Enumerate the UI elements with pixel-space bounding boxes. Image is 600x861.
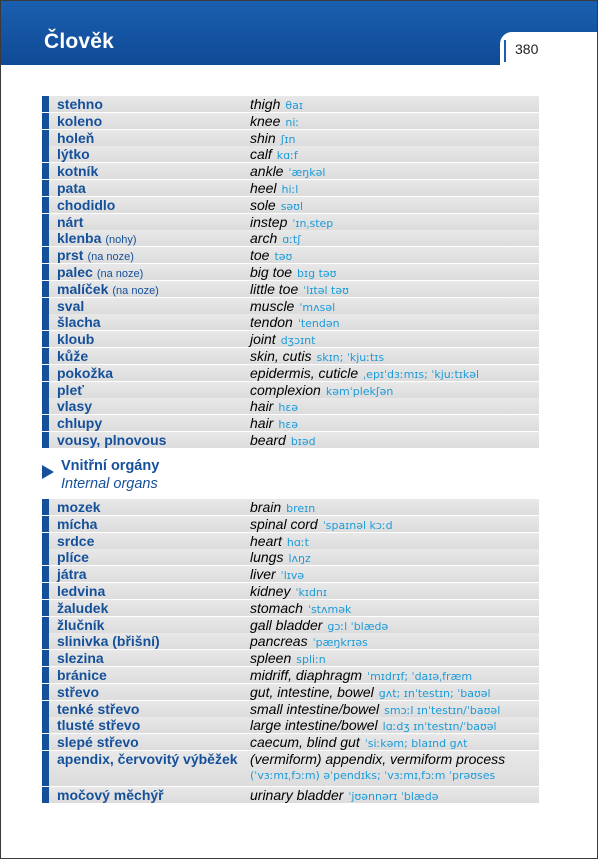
pronunciation: ˈspaɪnəl kɔːd (322, 518, 393, 532)
vocab-row (42, 146, 539, 162)
english-term: muscle ˈmʌsəl (250, 297, 336, 314)
pronunciation: ˈstʌmək (307, 602, 352, 616)
vocab-row (42, 684, 539, 700)
english-term: lungs lʌŋz (250, 549, 311, 566)
row-marker (42, 398, 49, 414)
vocab-row (42, 516, 539, 532)
vocab-row (42, 197, 539, 213)
row-marker (42, 230, 49, 246)
row-marker (42, 734, 49, 750)
pronunciation: breɪn (286, 502, 316, 515)
czech-term: malíček (na noze) (57, 280, 159, 297)
czech-term: šlacha (57, 314, 101, 331)
czech-term: plíce (57, 549, 89, 566)
czech-note: (na noze) (112, 284, 159, 297)
czech-term: žaludek (57, 599, 109, 616)
vocab-row (42, 264, 539, 280)
pronunciation: ˌepɪˈdɜːmɪs; ˈkjuːtɪkəl (363, 367, 480, 381)
vocab-row (42, 600, 539, 616)
vocab-row (42, 617, 539, 633)
czech-term: slinivka (břišní) (57, 633, 160, 650)
pronunciation: θaɪ (285, 99, 303, 112)
vocab-row (42, 633, 539, 649)
row-marker (42, 314, 49, 330)
czech-term: chodidlo (57, 196, 116, 213)
pronunciation: ˈtendən (297, 317, 340, 331)
czech-term: kůže (57, 347, 89, 364)
row-marker (42, 331, 49, 347)
english-term: instep ˈɪnˌstep (250, 213, 334, 230)
pronunciation: səʊl (280, 199, 304, 213)
pronunciation: ɑːtʃ (282, 233, 301, 247)
vocab-row (42, 130, 539, 146)
czech-term: pokožka (57, 364, 114, 381)
pronunciation: bɪəd (290, 434, 316, 448)
czech-term: mozek (57, 499, 101, 515)
pronunciation: hɛə (278, 401, 299, 415)
row-marker (42, 684, 49, 700)
czech-note: (na noze) (96, 267, 144, 280)
pronunciation: (ˈvɜːmɪˌfɔːm) əˈpendɪks; ˈvɜːmɪˌfɔːm ˈprəʊses (250, 768, 496, 782)
page-number-divider (504, 40, 506, 62)
organs-table (42, 499, 539, 804)
row-marker (42, 583, 49, 599)
row-marker (42, 566, 49, 582)
vocab-row (42, 365, 539, 381)
vocab-row (42, 180, 539, 196)
vocab-row (42, 566, 539, 582)
czech-term: klenba (nohy) (57, 230, 137, 247)
czech-term: nárt (57, 213, 84, 230)
row-marker (42, 415, 49, 431)
pronunciation: smɔːl ɪnˈtestɪn/ˈbaʊəl (384, 703, 501, 717)
czech-term: stehno (57, 96, 103, 112)
pronunciation: hɑːt (286, 535, 309, 549)
czech-term: játra (57, 566, 87, 583)
english-term: beard bɪəd (250, 431, 316, 448)
czech-term: srdce (57, 532, 95, 549)
pronunciation: skɪn; ˈkjuːtɪs (316, 350, 385, 364)
vocab-row (42, 382, 539, 398)
vocab-row (42, 113, 539, 129)
czech-term: koleno (57, 112, 103, 129)
czech-term: bránice (57, 666, 107, 683)
row-marker (42, 787, 49, 803)
row-marker (42, 549, 49, 565)
page-number: 380 (515, 41, 539, 57)
english-term: brain breɪn (250, 499, 316, 515)
pronunciation: təʊ (274, 250, 293, 264)
pronunciation: gɔːl ˈblædə (327, 619, 389, 633)
english-term: large intestine/bowel lɑːdʒ ɪnˈtestɪn/ˈbaʊəl (250, 717, 497, 734)
pronunciation: ˈsiːkəm; blaɪnd gʌt (364, 737, 468, 751)
row-marker (42, 247, 49, 263)
row-marker (42, 432, 49, 448)
vocab-row (42, 533, 539, 549)
czech-term: slezina (57, 650, 104, 667)
row-marker (42, 113, 49, 129)
czech-term: ledvina (57, 582, 106, 599)
row-marker (42, 163, 49, 179)
row-marker (42, 600, 49, 616)
czech-term: palec (na noze) (57, 263, 144, 280)
czech-term: kloub (57, 331, 95, 348)
pronunciation: kəmˈplekʃən (325, 384, 394, 398)
czech-term: mícha (57, 515, 98, 532)
pronunciation: ˈlɪvə (280, 569, 305, 583)
czech-term: vousy, plnovous (57, 431, 167, 448)
vocab-row (42, 398, 539, 414)
pronunciation: lʌŋz (288, 552, 311, 566)
row-marker (42, 264, 49, 280)
pronunciation: bɪg təʊ (297, 266, 337, 280)
vocab-row (42, 96, 539, 112)
vocab-row (42, 298, 539, 314)
row-marker (42, 365, 49, 381)
pronunciation: lɑːdʒ ɪnˈtestɪn/ˈbaʊəl (382, 720, 497, 734)
czech-term: pleť (57, 381, 84, 398)
pronunciation: hɛə (278, 418, 299, 432)
row-marker (42, 717, 49, 733)
english-term: (vermiform) appendix, vermiform process (250, 750, 506, 767)
czech-term: apendix, červovitý výběžek (57, 750, 238, 767)
vocab-row (42, 348, 539, 364)
english-term: thigh θaɪ (250, 96, 303, 112)
section-subtitle: Internal organs (61, 476, 158, 492)
row-marker (42, 214, 49, 230)
vocab-row (42, 667, 539, 683)
czech-note: (na noze) (87, 251, 134, 264)
english-term: toe təʊ (250, 247, 293, 264)
english-term: small intestine/bowel smɔːl ɪnˈtestɪn/ˈbaʊəl (250, 700, 501, 717)
pronunciation: kɑːf (276, 149, 298, 163)
pronunciation: ˈmɪdrɪf; ˈdaɪəˌfræm (367, 669, 473, 683)
vocab-row (42, 247, 539, 263)
row-marker (42, 130, 49, 146)
english-term: stomach ˈstʌmək (250, 599, 352, 616)
english-term: hair hɛə (250, 415, 299, 432)
pronunciation: ˈmʌsəl (299, 300, 336, 314)
czech-term: holeň (57, 129, 95, 146)
english-term: ankle ˈæŋkəl (250, 163, 326, 180)
pronunciation: spliːn (296, 653, 326, 667)
czech-term: střevo (57, 683, 100, 700)
pronunciation: gʌt; ɪnˈtestɪn; ˈbaʊəl (378, 686, 491, 700)
vocab-row (42, 432, 539, 448)
row-marker (42, 650, 49, 666)
czech-term: pata (57, 179, 86, 196)
english-term: sole səʊl (250, 196, 304, 213)
english-term: joint dʒɔɪnt (250, 331, 316, 348)
pronunciation: ˈpæŋkrɪəs (312, 636, 368, 650)
czech-term: slepé střevo (57, 734, 139, 751)
row-marker (42, 197, 49, 213)
pronunciation: ˈɪnˌstep (292, 216, 334, 230)
row-marker (42, 96, 49, 112)
english-term: caecum, blind gut ˈsiːkəm; blaɪnd gʌt (250, 734, 468, 751)
row-marker (42, 533, 49, 549)
vocab-row (42, 650, 539, 666)
czech-term: močový měchýř (57, 786, 164, 803)
vocab-row (42, 499, 539, 515)
row-marker (42, 348, 49, 364)
english-term: shin ʃɪn (250, 129, 296, 146)
english-term: heart hɑːt (250, 532, 309, 549)
english-term: kidney ˈkɪdnɪ (250, 582, 327, 599)
english-term: epidermis, cuticle ˌepɪˈdɜːmɪs; ˈkjuːtɪkəl (250, 364, 480, 381)
row-marker (42, 633, 49, 649)
page-header (1, 1, 597, 65)
pronunciation: ˈæŋkəl (288, 166, 326, 180)
english-term: little toe ˈlɪtəl təʊ (250, 280, 349, 297)
row-marker (42, 298, 49, 314)
vocab-row (42, 717, 539, 733)
vocab-row (42, 214, 539, 230)
czech-term: kotník (57, 163, 99, 180)
page-number-box (500, 32, 597, 65)
pronunciation: ˈjʊənnərɪ ˈblædə (348, 789, 439, 803)
czech-term: vlasy (57, 398, 93, 415)
pronunciation: ˈkɪdnɪ (295, 585, 327, 599)
english-term: midriff, diaphragm ˈmɪdrɪf; ˈdaɪəˌfræm (250, 666, 473, 683)
vocab-row (42, 787, 539, 803)
czech-term: tenké střevo (57, 700, 140, 717)
english-term: gut, intestine, bowel gʌt; ɪnˈtestɪn; ˈbaʊəl (250, 683, 491, 700)
vocab-row (42, 583, 539, 599)
english-term: calf kɑːf (250, 146, 298, 163)
vocab-row (42, 734, 539, 750)
english-term: urinary bladder ˈjʊənnərɪ ˈblædə (250, 786, 439, 803)
row-marker (42, 701, 49, 717)
row-marker (42, 751, 49, 786)
section-arrow-icon (42, 465, 54, 479)
pronunciation: ʃɪn (280, 132, 296, 146)
english-term: liver ˈlɪvə (250, 566, 305, 583)
czech-term: chlupy (57, 415, 103, 432)
vocab-row (42, 701, 539, 717)
row-marker (42, 382, 49, 398)
row-marker (42, 499, 49, 515)
vocab-row (42, 230, 539, 246)
vocab-row (42, 314, 539, 330)
english-term: complexion kəmˈplekʃən (250, 381, 394, 398)
vocab-row (42, 751, 539, 786)
row-marker (42, 667, 49, 683)
pronunciation: ˈlɪtəl təʊ (303, 283, 349, 297)
czech-term: tlusté střevo (57, 717, 141, 734)
czech-term: žlučník (57, 616, 105, 633)
vocab-row (42, 549, 539, 565)
pronunciation: hiːl (281, 182, 299, 196)
vocab-row (42, 415, 539, 431)
english-term: heel hiːl (250, 179, 299, 196)
vocab-row (42, 281, 539, 297)
body-parts-table (42, 96, 539, 449)
row-marker (42, 180, 49, 196)
english-term: gall bladder gɔːl ˈblædə (250, 616, 389, 633)
english-term: knee niː (250, 112, 300, 129)
row-marker (42, 617, 49, 633)
czech-term: lýtko (57, 146, 90, 163)
row-marker (42, 516, 49, 532)
pronunciation: niː (285, 115, 300, 129)
czech-term: sval (57, 297, 85, 314)
section-title: Vnitřní orgány (61, 458, 160, 474)
row-marker (42, 146, 49, 162)
pronunciation: dʒɔɪnt (280, 334, 316, 348)
english-term: spinal cord ˈspaɪnəl kɔːd (250, 515, 393, 532)
czech-note: (nohy) (105, 234, 137, 247)
english-term: arch ɑːtʃ (250, 230, 301, 247)
english-term: tendon ˈtendən (250, 314, 340, 331)
row-marker (42, 281, 49, 297)
chapter-title: Člověk (44, 30, 115, 53)
vocab-row (42, 163, 539, 179)
english-term: big toe bɪg təʊ (250, 263, 337, 280)
english-term: skin, cutis skɪn; ˈkjuːtɪs (250, 347, 385, 364)
english-term: pancreas ˈpæŋkrɪəs (250, 633, 368, 650)
english-term: hair hɛə (250, 398, 299, 415)
czech-term: prst (na noze) (57, 247, 134, 264)
english-term: spleen spliːn (250, 650, 326, 667)
vocab-row (42, 331, 539, 347)
